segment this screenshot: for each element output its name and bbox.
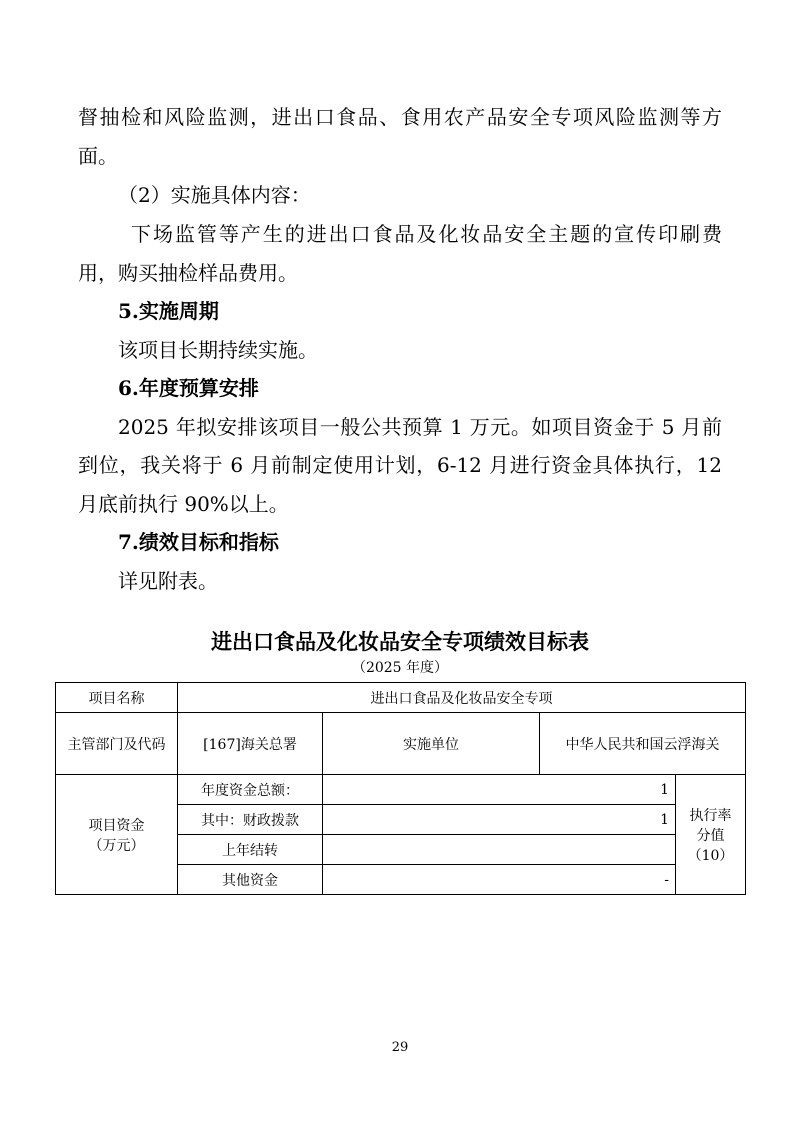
score-label: 执行率 <box>689 807 732 824</box>
paragraph-line: 督抽检和风险监测，进出口食品、食用农产品安全专项风险监测等方 <box>78 105 722 129</box>
impl-unit-label: 实施单位 <box>323 713 540 775</box>
paragraph-line: 下场监管等产生的进出口食品及化妆品安全主题的宣传印刷费 <box>131 222 722 246</box>
score-label: 分值 <box>696 827 725 844</box>
paragraph-line: 2025 年拟安排该项目一般公共预算 1 万元。如项目资金于 5 月前 <box>118 415 722 439</box>
impl-unit-value: 中华人民共和国云浮海关 <box>540 713 746 775</box>
funds-row-value: 1 <box>323 775 676 805</box>
funds-row-value: - <box>323 865 676 895</box>
dept-label: 主管部门及代码 <box>56 713 178 775</box>
funds-label-line: 项目资金 <box>88 817 145 834</box>
funds-row-value: 1 <box>323 805 676 835</box>
section-heading: 7.绩效目标和指标 <box>118 530 279 554</box>
funds-label <box>56 775 178 895</box>
funds-row-label: 其他资金 <box>178 865 323 895</box>
funds-row-value <box>323 835 676 865</box>
paragraph-line: 月底前执行 90%以上。 <box>78 492 289 516</box>
funds-row-label: 其中：财政拨款 <box>178 805 323 835</box>
dept-value: [167]海关总署 <box>178 713 323 775</box>
table-year: （2025 年度） <box>351 660 449 676</box>
subsection-heading: （2）实施具体内容： <box>118 183 311 207</box>
table-row <box>56 713 746 775</box>
score-value: （10） <box>687 847 734 864</box>
paragraph-line: 该项目长期持续实施。 <box>118 338 318 362</box>
funds-row-label: 年度资金总额： <box>178 775 323 805</box>
paragraph-line: 用，购买抽检样品费用。 <box>78 261 298 285</box>
section-heading: 5.实施周期 <box>118 299 219 323</box>
table-row <box>56 775 746 805</box>
table-row <box>56 683 746 713</box>
score-cell <box>676 775 746 895</box>
project-name-value: 进出口食品及化妆品安全专项 <box>178 683 746 713</box>
table-title: 进出口食品及化妆品安全专项绩效目标表 <box>211 630 589 654</box>
section-heading: 6.年度预算安排 <box>118 376 259 400</box>
paragraph-line: 面。 <box>78 144 118 168</box>
project-name-label: 项目名称 <box>56 683 178 713</box>
funds-label-unit: （万元） <box>88 837 145 854</box>
performance-table <box>55 682 746 895</box>
paragraph-line: 详见附表。 <box>118 569 218 593</box>
page-number: 29 <box>391 1040 409 1055</box>
funds-row-label: 上年结转 <box>178 835 323 865</box>
paragraph-line: 到位，我关将于 6 月前制定使用计划，6-12 月进行资金具体执行，12 <box>78 453 722 477</box>
